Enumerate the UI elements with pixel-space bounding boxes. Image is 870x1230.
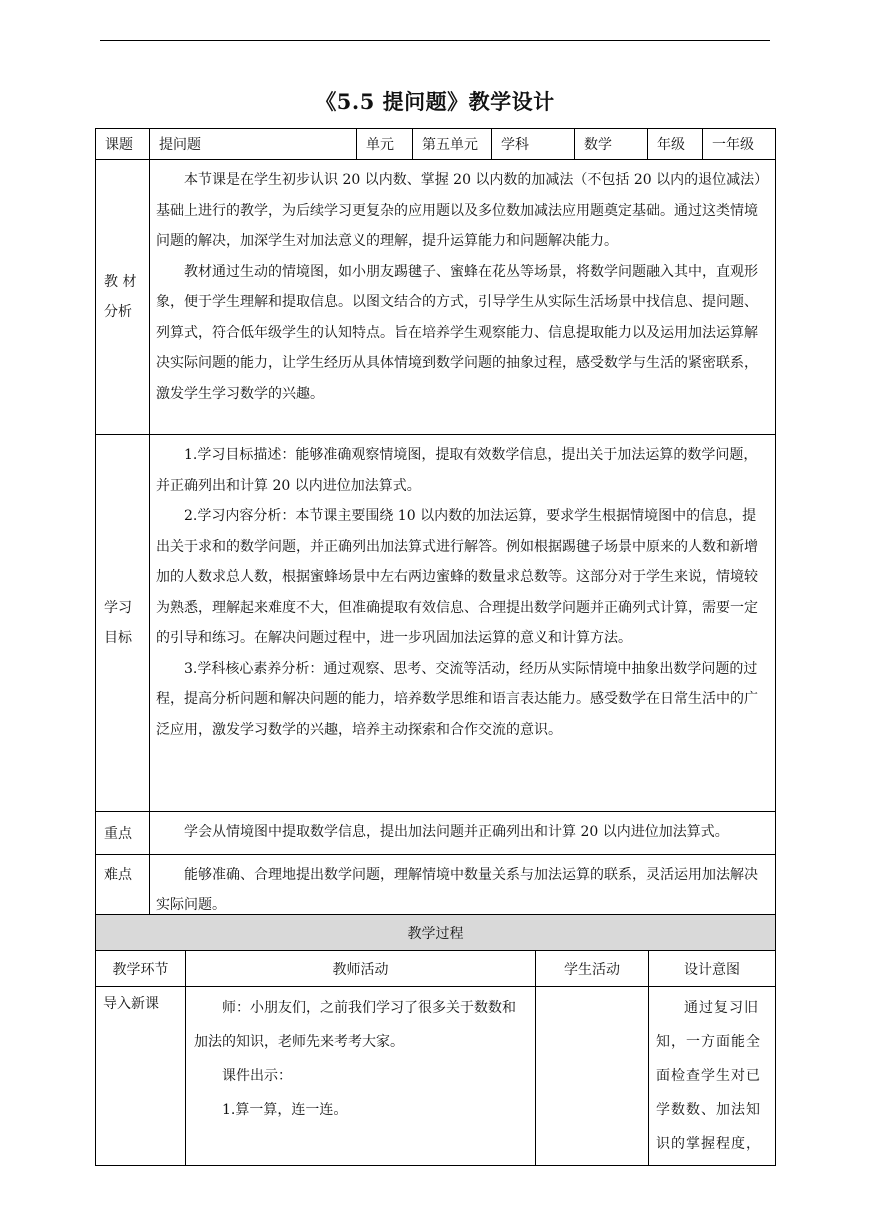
goals-label-line1: 学习 — [104, 600, 132, 616]
goals-paragraph: 1.学习目标描述：能够准确观察情境图，提取有效数学信息，提出关于加法运算的数学问题，并正确列出和计算 20 以内进位加法算式。 — [156, 447, 758, 494]
key-point-label: 重点 — [96, 812, 150, 855]
key-point-text: 学会从情境图中提取数学信息，提出加法问题并正确列出和计算 20 以内进位加法算式。 — [184, 824, 729, 840]
key-point-content — [150, 812, 776, 855]
unit-label: 单元 — [357, 129, 413, 160]
col-teacher-header: 教师活动 — [186, 951, 536, 987]
goals-label-line2: 目标 — [104, 630, 132, 646]
goals-paragraph: 2.学习内容分析：本节课主要围绕 10 以内数的加法运算，要求学生根据情境图中的信息，提出关于求和的数学问题，并正确列出加法算式进行解答。例如根据踢毽子场景中原来的人数和新增加的人数求总人数，根据蜜蜂场景中左右两边蜜蜂的数量求总数等。这部分对于学生来说，情境较为熟悉，理解起来难度不大，但准确提取有效信息、合理提出数学问题并正确列式计算，需要一定的引导和练习。在解决问题过程中，进一步巩固加法运算的意义和计算方法。 — [156, 508, 758, 646]
document-title: 《5.5 提问题》教学设计 — [315, 89, 555, 114]
difficulty-label: 难点 — [96, 854, 150, 927]
analysis-paragraph: 本节课是在学生初步认识 20 以内数、掌握 20 以内数的加减法（不包括 20 以内的退位减法）基础上进行的教学，为后续学习更复杂的应用题以及多位数加减法应用题奠定基础。通过这类情境问题的解决，加深学生对加法意义的理解，提升运算能力和问题解决能力。 — [156, 172, 769, 249]
analysis-label-line2: 分析 — [104, 304, 132, 320]
stage-cell: 导入新课 — [96, 987, 186, 1166]
process-title: 教学过程 — [96, 915, 776, 951]
course-label: 课题 — [96, 129, 150, 160]
key-point-row — [96, 812, 776, 855]
goals-row — [96, 435, 776, 812]
subject-value: 数学 — [575, 129, 648, 160]
design-intent-text: 通过复习旧知，一方面能全面检查学生对已学数数、加法知识的掌握程度， — [656, 1000, 761, 1152]
teaching-process-table — [95, 914, 776, 1166]
teacher-activity-paragraph: 1.算一算，连一连。 — [222, 1102, 348, 1118]
grade-value: 一年级 — [703, 129, 776, 160]
col-student-header: 学生活动 — [536, 951, 649, 987]
design-intent-cell — [649, 987, 776, 1166]
goals-content — [150, 435, 776, 812]
goals-paragraph: 3.学科核心素养分析：通过观察、思考、交流等活动，经历从实际情境中抽象出数学问题的过程，提高分析问题和解决问题的能力，培养数学思维和语言表达能力。感受数学在日常生活中的广泛应用，激发学习数学的兴趣，培养主动探索和合作交流的意识。 — [156, 660, 758, 738]
process-title-row — [96, 915, 776, 951]
analysis-label — [96, 160, 150, 435]
header-rule — [100, 40, 770, 41]
analysis-row — [96, 160, 776, 435]
grade-label: 年级 — [648, 129, 703, 160]
course-value: 提问题 — [150, 129, 357, 160]
teacher-activity-cell — [186, 987, 536, 1166]
teacher-activity-paragraph: 师：小朋友们，之前我们学习了很多关于数数和加法的知识，老师先来考考大家。 — [194, 1000, 516, 1050]
lesson-info-table — [95, 128, 776, 928]
subject-label: 学科 — [492, 129, 575, 160]
col-intent-header: 设计意图 — [649, 951, 776, 987]
unit-value: 第五单元 — [413, 129, 492, 160]
course-row — [96, 129, 776, 160]
analysis-label-line1: 教 材 — [104, 274, 137, 290]
student-activity-cell — [536, 987, 649, 1166]
col-stage-header: 教学环节 — [96, 951, 186, 987]
process-row-intro — [96, 987, 776, 1166]
goals-label — [96, 435, 150, 812]
analysis-content — [150, 160, 776, 435]
teacher-activity-paragraph: 课件出示： — [222, 1068, 292, 1084]
process-header-row — [96, 951, 776, 987]
difficulty-text: 能够准确、合理地提出数学问题，理解情境中数量关系与加法运算的联系，灵活运用加法解决实际问题。 — [156, 866, 758, 913]
analysis-paragraph: 教材通过生动的情境图，如小朋友踢毽子、蜜蜂在花丛等场景，将数学问题融入其中，直观形象，便于学生理解和提取信息。以图文结合的方式，引导学生从实际生活场景中找信息、提问题、列算式，符合低年级学生的认知特点。旨在培养学生观察能力、信息提取能力以及运用加法运算解决实际问题的能力，让学生经历从具体情境到数学问题的抽象过程，感受数学与生活的紧密联系，激发学生学习数学的兴趣。 — [156, 263, 758, 402]
